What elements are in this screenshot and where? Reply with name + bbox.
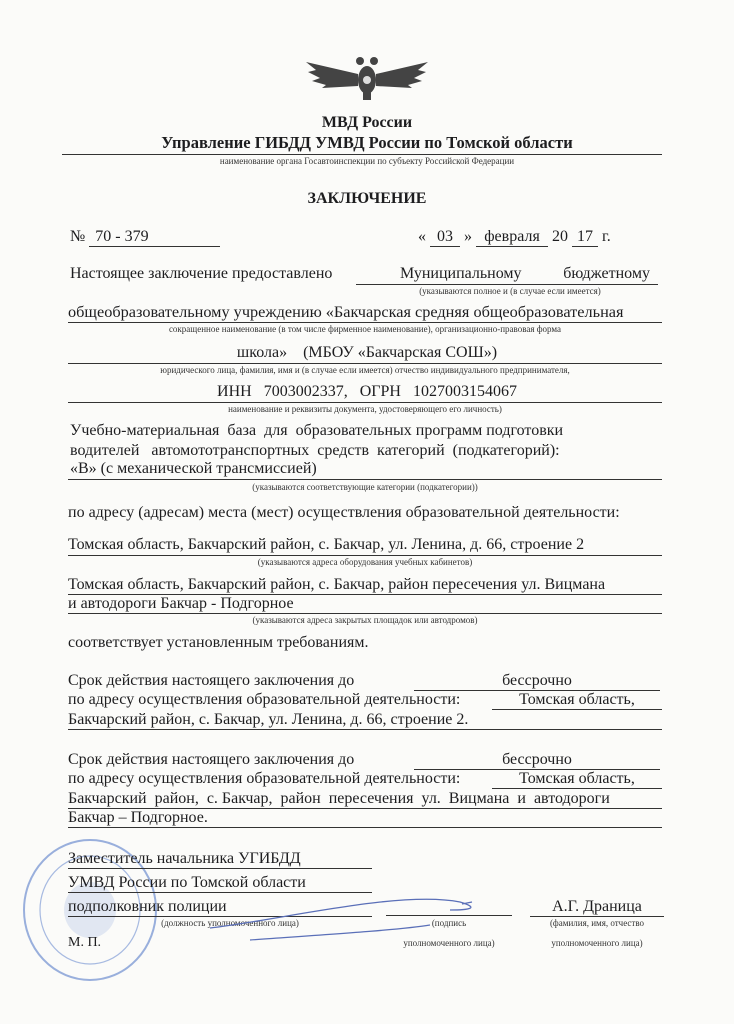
document-number <box>70 228 220 247</box>
caption: наименование и реквизиты документа, удостоверяющего его личность) <box>228 404 502 414</box>
number-value: 70 - 379 <box>89 228 220 247</box>
validity-address: Бакчарский район, с. Бакчар, район пересечения ул. Вицмана и автодороги <box>68 790 662 809</box>
divider <box>62 154 662 155</box>
validity-address-label: по адресу осуществления образовательной деятельности: <box>68 691 461 708</box>
caption: (должность уполномоченного лица) <box>161 918 299 928</box>
compliance-text: соответствует установленным требованиям. <box>68 634 369 651</box>
underline <box>68 322 662 323</box>
recipient-line-4: ИНН 7003002337, ОГРН 1027003154067 <box>217 383 517 400</box>
address-2: Томская область, Бакчарский район, с. Бакчар, район пересечения ул. Вицмана <box>68 576 606 593</box>
caption: сокращенное наименование (в том числе фирменное наименование), организационно-правовая форма <box>168 324 562 334</box>
year-suffix: 17 <box>572 228 598 247</box>
validity-label: Срок действия настоящего заключения до <box>68 672 355 689</box>
document-title: ЗАКЛЮЧЕНИЕ <box>307 190 427 207</box>
validity-address: Бакчар – Подгорное. <box>68 809 662 828</box>
recipient-line-1 <box>356 265 656 283</box>
validity-label: Срок действия настоящего заключения до <box>68 751 355 768</box>
department-name: Управление ГИБДД УМВД России по Томской области <box>161 133 573 152</box>
address-2: и автодороги Бакчар - Подгорное <box>68 595 294 612</box>
signatory-position: УМВД России по Томской области <box>68 874 372 893</box>
validity-address: Томская область, <box>492 691 662 710</box>
caption: (подпись <box>431 918 467 928</box>
date-month: февраля <box>476 228 548 247</box>
caption: (указываются соответствующие категории (подкатегории)) <box>252 482 478 492</box>
quote-open: « <box>418 228 426 245</box>
document-date <box>418 228 611 247</box>
signatory-name: А.Г. Драница <box>530 898 664 917</box>
recipient-line-3: школа» (МБОУ «Бакчарская СОШ») <box>236 344 498 361</box>
caption: (фамилия, имя, отчество <box>549 918 645 928</box>
subject-line: «В» (с механической трансмиссией) <box>70 460 317 477</box>
validity-address: Томская область, <box>492 770 662 789</box>
number-sign: № <box>70 228 86 245</box>
underline <box>356 284 658 285</box>
address-intro: по адресу (адресам) места (мест) осуществления образовательной деятельности: <box>68 504 620 521</box>
seal-place: М. П. <box>68 935 102 950</box>
recipient-line-2: общеобразовательному учреждению «Бакчарская средняя общеобразовательная <box>68 302 624 321</box>
recipient-word: бюджетному <box>563 265 650 282</box>
caption: уполномоченного лица) <box>551 938 643 948</box>
validity-value: бессрочно <box>414 751 660 770</box>
year-abbr: г. <box>602 228 611 245</box>
year-prefix: 20 <box>552 228 568 245</box>
signatory-rank: подполковник полиции <box>68 898 372 917</box>
caption: (указываются адреса закрытых площадок или автодромов) <box>252 615 478 625</box>
underline <box>68 402 662 403</box>
caption: (указываются адреса оборудования учебных кабинетов) <box>257 557 473 567</box>
recipient-word: Муниципальному <box>400 265 522 282</box>
subject-line: Учебно-материальная база для образовательных программ подготовки <box>70 422 564 439</box>
underline <box>68 613 662 614</box>
address-1: Томская область, Бакчарский район, с. Бакчар, ул. Ленина, д. 66, строение 2 <box>68 536 585 553</box>
org-name: МВД России <box>321 114 413 131</box>
caption: (указываются полное и (в случае если имеется) <box>419 286 601 296</box>
validity-value: бессрочно <box>414 672 660 691</box>
validity-address: Бакчарский район, с. Бакчар, ул. Ленина, д. 66, строение 2. <box>68 711 662 730</box>
double-headed-eagle-emblem <box>302 52 432 102</box>
caption: уполномоченного лица) <box>403 938 495 948</box>
validity-address-label: по адресу осуществления образовательной деятельности: <box>68 770 461 787</box>
caption: юридического лица, фамилия, имя и (в случае если имеется) отчество индивидуального предпринимателя, <box>160 365 570 375</box>
underline <box>68 479 662 480</box>
intro-label: Настоящее заключение предоставлено <box>70 265 333 282</box>
date-day: 03 <box>430 228 460 247</box>
department-caption: наименование органа Госавтоинспекции по субъекту Российской Федерации <box>219 156 515 166</box>
subject-line: водителей автомототранспортных средств категорий (подкатегорий): <box>70 442 560 459</box>
quote-close: » <box>464 228 472 245</box>
underline <box>68 363 662 364</box>
underline <box>68 555 662 556</box>
signatory-position: Заместитель начальника УГИБДД <box>68 850 372 869</box>
